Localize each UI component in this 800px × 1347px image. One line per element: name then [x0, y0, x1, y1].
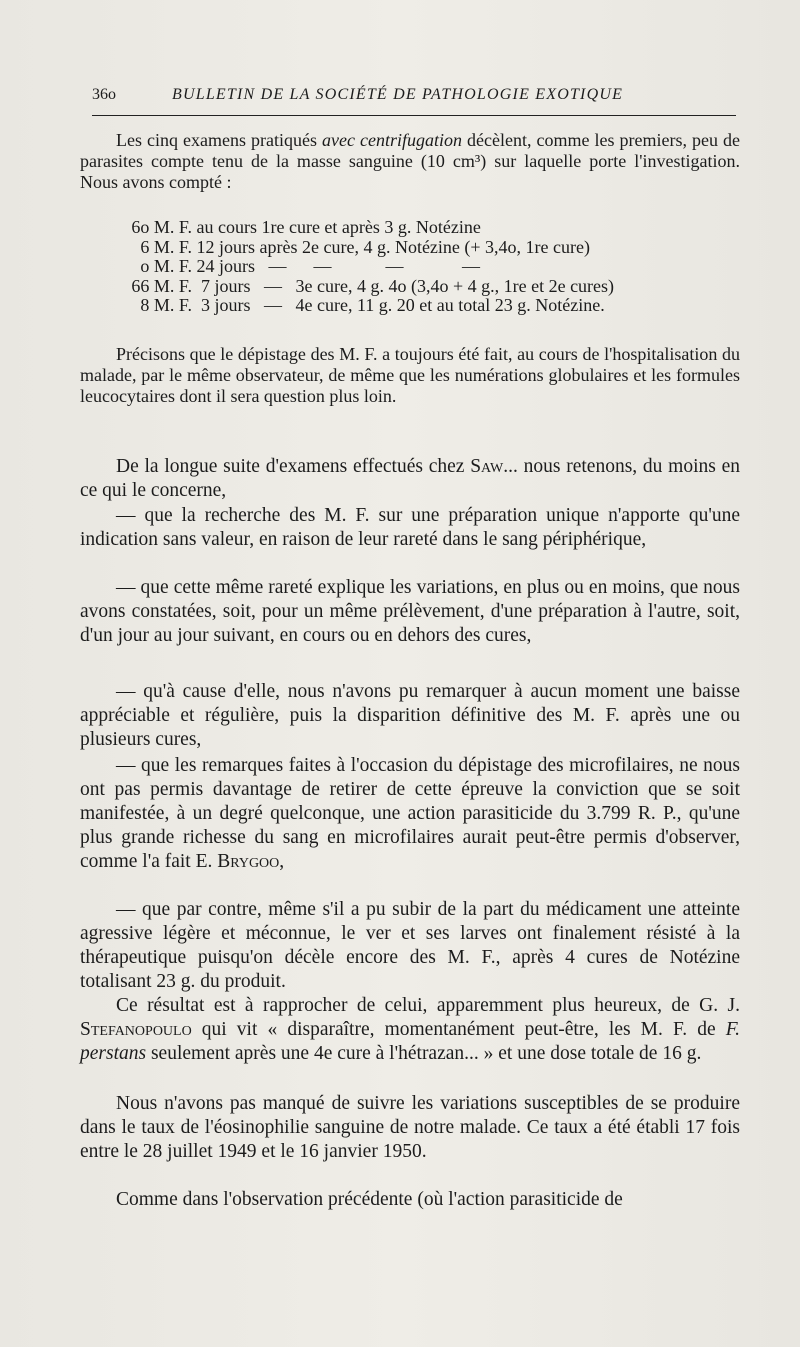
result-count: 66 M. F. [131, 275, 192, 296]
item-4-text-before: — que les remarques faites à l'occasion du dépistage des microfilaires, ne nous ont pas permis davantage de retirer de cette épreuve la conviction que se soit manifestée, à un degré quelconque, une action parasiticide du 3.799 R. P., qu'une plus grande richesse du sang en microfilaires aurait peut-être permis d'observer, comme l'a fait E. [80, 755, 740, 872]
result-detail: 24 jours — — — — [192, 256, 480, 276]
finding-item-5: — que par contre, même s'il a pu subir de la part du médicament une atteinte agressive légère et méconnue, le ver et ses larves ont finalement résisté à la thérapeutique puisqu'on décèle encore des M. F., après 4 cures de Notézine totalisant 23 g. du produit. [80, 899, 740, 992]
result-row [80, 218, 740, 238]
result-detail: au cours 1re cure et après 3 g. Notézine [192, 217, 481, 237]
finding-item-3: — qu'à cause d'elle, nous n'avons pu remarquer à aucun moment une baisse appréciable et régulière, puis la disparition définitive des M. F. après une ou plusieurs cures, [80, 681, 740, 750]
author-name-stefanopoulo: Stefanopoulo [80, 1019, 192, 1040]
result-detail: 7 jours — 3e cure, 4 g. 4o (3,4o + 4 g., 1re et 2e cures) [192, 275, 615, 296]
result-count: 6o M. F. [131, 217, 192, 237]
result-text-middle: qui vit « disparaître, momentanément peut-être, les M. F. de [191, 1019, 726, 1040]
intro-text-before: Les cinq examens pratiqués [116, 130, 323, 150]
author-name-saw: Saw [470, 456, 504, 477]
final-paragraph: Comme dans l'observation précédente (où l'action parasiticide de [116, 1189, 623, 1210]
running-title: BULLETIN DE LA SOCIÉTÉ DE PATHOLOGIE EXOTIQUE [172, 86, 624, 103]
precisions-paragraph: Précisons que le dépistage des M. F. a toujours été fait, au cours de l'hospitalisation du malade, par le même observateur, de même que les numérations globulaires et les formules leucocytaires dont il sera question plus loin. [80, 344, 740, 406]
finding-item-2: — que cette même rareté explique les variations, en plus ou en moins, que nous avons constatées, soit, pour un même prélèvement, d'une préparation à l'autre, soit, d'un jour au jour suivant, en cours ou en dehors des cures, [80, 577, 740, 646]
result-count: 8 M. F. [140, 295, 192, 315]
suite-text-before: De la longue suite d'examens effectués chez [116, 456, 471, 477]
suite-text-after: ... nous retenons, du moins en ce qui le concerne, [80, 456, 740, 501]
intro-emphasis: avec centrifugation [322, 130, 462, 150]
result-count: 6 M. F. [140, 236, 192, 257]
suite-paragraph [80, 455, 740, 503]
item-4-text-after: , [279, 851, 285, 872]
result-text-before: Ce résultat est à rapprocher de celui, apparemment plus heureux, de G. J. [116, 995, 740, 1016]
page-header [92, 86, 742, 112]
result-count: o M. F. [140, 256, 192, 276]
finding-item-4 [80, 754, 740, 874]
result-row [80, 257, 740, 277]
page-number: 36o [92, 86, 116, 103]
finding-item-1: — que la recherche des M. F. sur une préparation unique n'apporte qu'une indication sans valeur, en raison de leur rareté dans le sang périphérique, [80, 505, 740, 550]
author-name-brygoo: Brygoo [217, 851, 280, 872]
results-list [80, 218, 740, 316]
result-row [80, 296, 740, 316]
result-paragraph [80, 994, 740, 1066]
intro-text-after: décèlent, comme les premiers, peu de parasites compte tenu de la masse sanguine (10 cm³) sur laquelle porte l'investigation. Nous avons compté : [80, 130, 740, 192]
result-row [80, 238, 740, 258]
result-detail: 12 jours après 2e cure, 4 g. Notézine (+ 3,4o, 1re cure) [192, 236, 591, 257]
intro-paragraph [80, 130, 740, 193]
result-detail: 3 jours — 4e cure, 11 g. 20 et au total 23 g. Notézine. [192, 295, 605, 315]
eosinophilia-paragraph: Nous n'avons pas manqué de suivre les variations susceptibles de se produire dans le taux de l'éosinophilie sanguine de notre malade. Ce taux a été établi 17 fois entre le 28 juillet 1949 et le 16 janvier 1950. [80, 1093, 740, 1162]
header-rule [92, 115, 736, 116]
species-name: F. perstans [80, 1019, 740, 1064]
result-text-after: seulement après une 4e cure à l'hétrazan... » et une dose totale de 16 g. [146, 1043, 702, 1064]
result-row [80, 277, 740, 297]
